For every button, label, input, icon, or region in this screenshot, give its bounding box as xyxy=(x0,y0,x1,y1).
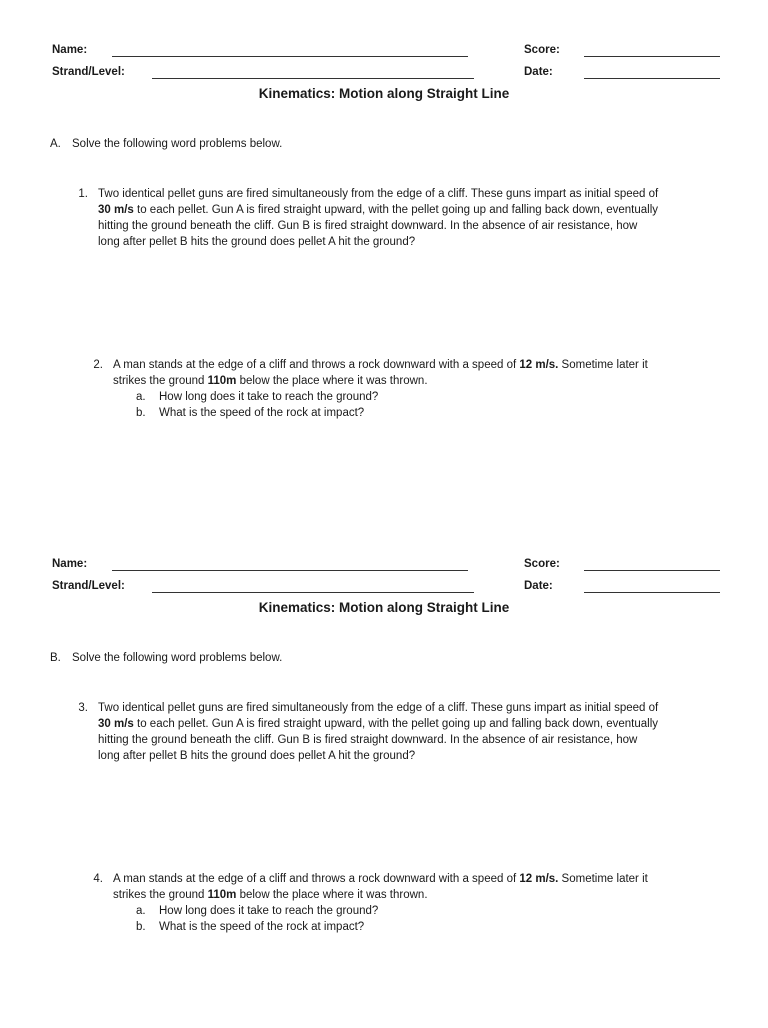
sub-question-b xyxy=(136,919,364,935)
sub-question-letter: a. xyxy=(136,905,146,917)
score-field[interactable] xyxy=(584,570,720,571)
problem-line: strikes the ground 110m below the place where it was thrown. xyxy=(113,375,428,387)
problem-line: 30 m/s to each pellet. Gun A is fired straight upward, with the pellet going up and falling back down, eventually xyxy=(98,718,659,730)
section-heading xyxy=(50,138,282,150)
sub-question-letter: b. xyxy=(136,407,146,419)
sub-question-letter: b. xyxy=(136,921,146,933)
problem-item xyxy=(93,357,733,391)
problem-text xyxy=(98,700,738,764)
worksheet-copy-2 xyxy=(0,514,768,1028)
strand-level-label: Strand/Level: xyxy=(52,66,125,78)
height-value: 110m xyxy=(207,889,237,901)
height-value: 110m xyxy=(207,375,237,387)
problem-number: 4. xyxy=(93,873,103,885)
problem-text xyxy=(98,186,738,250)
problem-line: 30 m/s to each pellet. Gun A is fired straight upward, with the pellet going up and falling back down, eventually xyxy=(98,204,659,216)
strand-level-field[interactable] xyxy=(152,592,474,593)
sub-question-a xyxy=(136,903,378,919)
name-label: Name: xyxy=(52,44,88,56)
speed-value: 30 m/s xyxy=(98,718,134,730)
date-label: Date: xyxy=(524,580,553,592)
problem-text xyxy=(113,871,733,903)
sub-question-text: What is the speed of the rock at impact? xyxy=(159,921,365,933)
section-letter: B. xyxy=(50,652,61,664)
problem-line: A man stands at the edge of a cliff and throws a rock downward with a speed of 12 m/s. Sometime later it xyxy=(113,359,648,371)
problem-line: strikes the ground 110m below the place where it was thrown. xyxy=(113,889,428,901)
sub-question-text: What is the speed of the rock at impact? xyxy=(159,407,365,419)
worksheet-title: Kinematics: Motion along Straight Line xyxy=(258,86,510,101)
name-label: Name: xyxy=(52,558,88,570)
section-instructions: Solve the following word problems below. xyxy=(72,138,283,150)
problem-item xyxy=(78,186,738,252)
name-field[interactable] xyxy=(112,570,468,571)
problem-item xyxy=(93,871,733,905)
sub-question-a xyxy=(136,389,378,405)
section-letter: A. xyxy=(50,138,61,150)
problem-line: long after pellet B hits the ground does pellet A hit the ground? xyxy=(98,750,416,762)
speed-value: 12 m/s. xyxy=(519,359,559,371)
sub-question-b xyxy=(136,405,364,421)
sub-question-text: How long does it take to reach the ground? xyxy=(159,905,379,917)
problem-line: A man stands at the edge of a cliff and throws a rock downward with a speed of 12 m/s. Sometime later it xyxy=(113,873,648,885)
sub-question-text: How long does it take to reach the ground? xyxy=(159,391,379,403)
sub-question-letter: a. xyxy=(136,391,146,403)
speed-value: 12 m/s. xyxy=(519,873,559,885)
date-label: Date: xyxy=(524,66,553,78)
problem-line: hitting the ground beneath the cliff. Gun B is fired straight downward. In the absence of air resistance, how xyxy=(98,220,638,232)
speed-value: 30 m/s xyxy=(98,204,134,216)
score-label: Score: xyxy=(524,558,560,570)
problem-line: Two identical pellet guns are fired simultaneously from the edge of a cliff. These guns impart as initial speed of xyxy=(98,702,659,714)
score-field[interactable] xyxy=(584,56,720,57)
problem-line: Two identical pellet guns are fired simultaneously from the edge of a cliff. These guns impart as initial speed of xyxy=(98,188,659,200)
name-field[interactable] xyxy=(112,56,468,57)
problem-number: 1. xyxy=(78,188,88,200)
worksheet-title: Kinematics: Motion along Straight Line xyxy=(258,600,510,615)
problem-number: 3. xyxy=(78,702,88,714)
problem-line: hitting the ground beneath the cliff. Gun B is fired straight downward. In the absence of air resistance, how xyxy=(98,734,638,746)
section-instructions: Solve the following word problems below. xyxy=(72,652,283,664)
score-label: Score: xyxy=(524,44,560,56)
problem-line: long after pellet B hits the ground does pellet A hit the ground? xyxy=(98,236,416,248)
problem-number: 2. xyxy=(93,359,103,371)
strand-level-label: Strand/Level: xyxy=(52,580,125,592)
problem-text xyxy=(113,357,733,389)
problem-item xyxy=(78,700,738,766)
section-heading xyxy=(50,652,282,664)
date-field[interactable] xyxy=(584,78,720,79)
strand-level-field[interactable] xyxy=(152,78,474,79)
date-field[interactable] xyxy=(584,592,720,593)
